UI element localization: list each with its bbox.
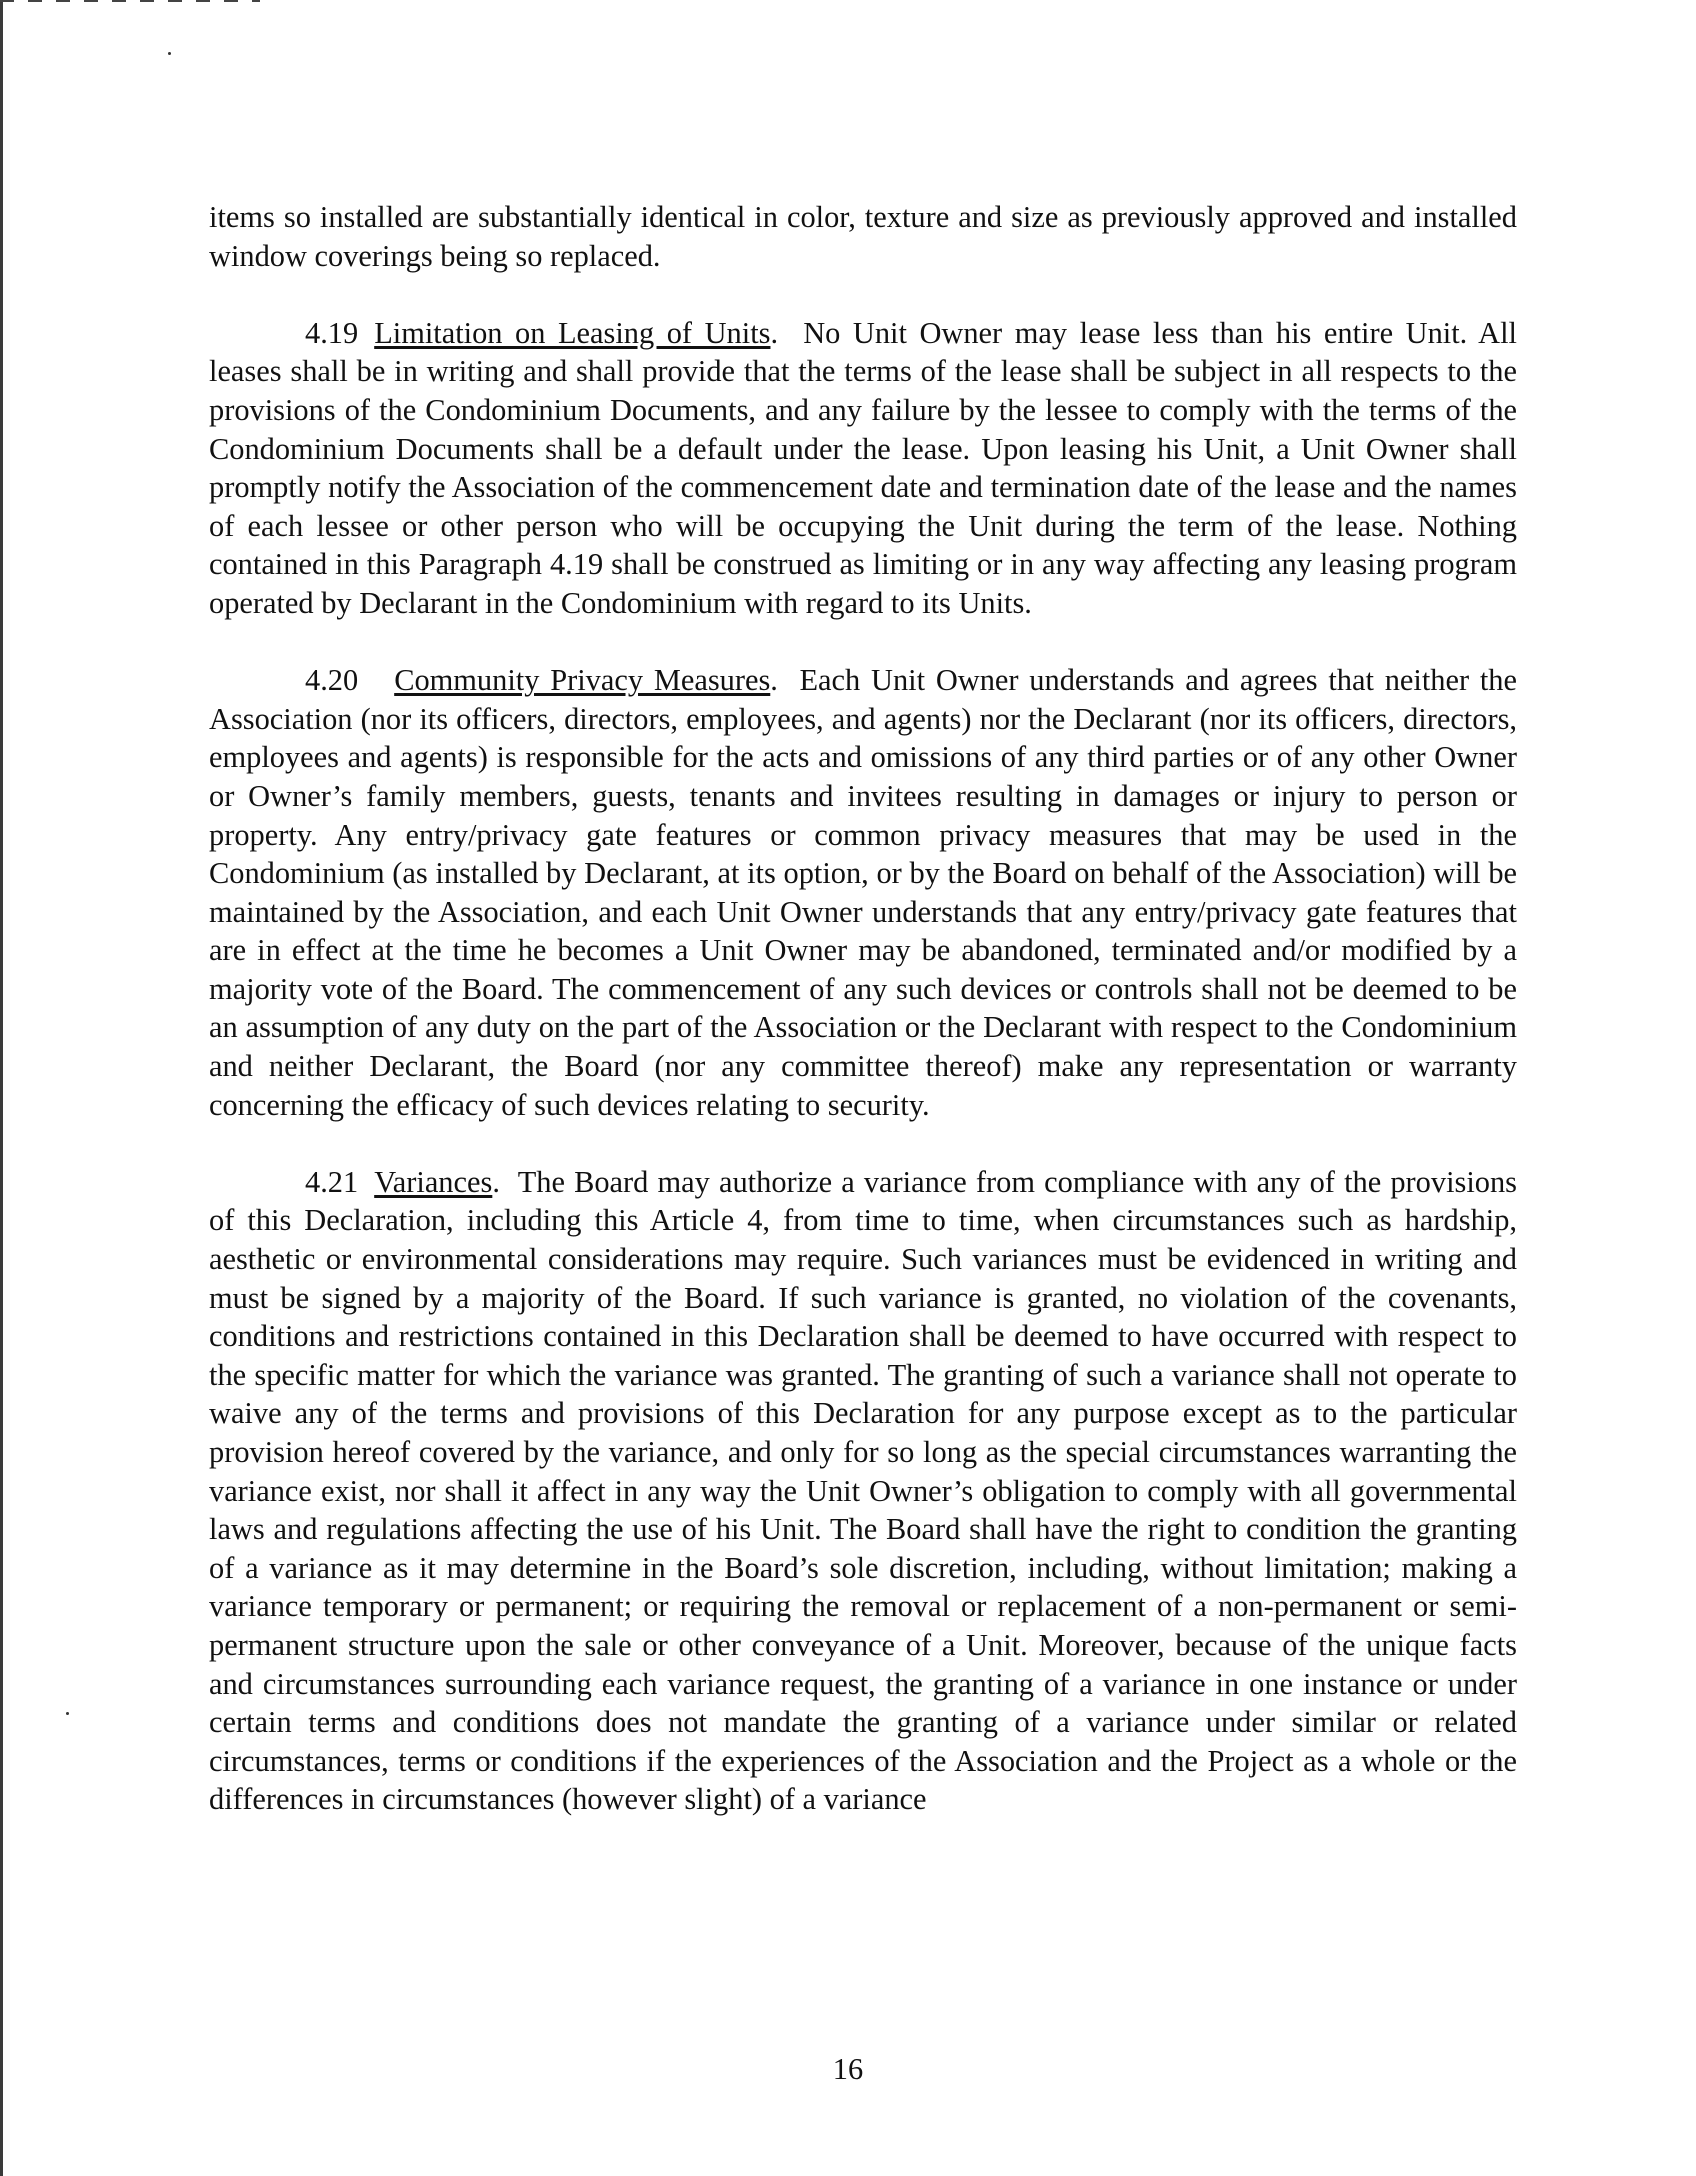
section-number: 4.19 [305,315,359,350]
scan-top-marks [0,0,260,2]
section-number: 4.21 [305,1164,359,1199]
section-4-19: 4.19 Limitation on Leasing of Units. No Unit Owner may lease less than his entire Unit. All leases shall be in writing and shall provide that the terms of the lease shall be subject in all respects to the provisions of the Condominium Documents, and any failure by the lessee to comply with the terms of the Condominium Documents shall be a default under the lease. Upon leasing his Unit, a Unit Owner shall promptly notify the Association of the commencement date and termination date of the lease and the names of each lessee or other person who will be occupying the Unit during the term of the lease. Nothing contained in this Paragraph 4.19 shall be construed as limiting or in any way affecting any leasing program operated by Declarant in the Condominium with regard to its Units. [209,315,1517,620]
scan-speck [66,1712,69,1715]
document-body [209,198,1517,1858]
continuation-text: items so installed are substantially identical in color, texture and size as previously approved and installed window coverings being so replaced. [209,200,1517,273]
section-number: 4.20 [305,663,359,698]
section-heading: Variances [374,1164,493,1199]
section-4-21: 4.21 Variances. The Board may authorize a variance from compliance with any of the provisions of this Declaration, including this Article 4, from time to time, when circumstances such as hardship, aesthetic or environmental considerations may require. Such variances must be evidenced in writing and must be signed by a majority of the Board. If such variance is granted, no violation of the covenants, conditions and restrictions contained in this Declaration shall be deemed to have occurred with respect to the specific matter for which the variance was granted. The granting of such a variance shall not operate to waive any of the terms and provisions of this Declaration for any purpose except as to the particular provision hereof covered by the variance, and only for so long as the special circumstances warranting the variance exist, nor shall it affect in any way the Unit Owner’s obligation to comply with all governmental laws and regulations affecting the use of his Unit. The Board shall have the right to condition the granting of a variance as it may determine in the Board’s sole discretion, including, without limitation; making a variance temporary or permanent; or requiring the removal or replacement of a non-permanent or semi-permanent structure upon the sale or other conveyance of a Unit. Moreover, because of the unique facts and circumstances surrounding each variance request, the granting of a variance in one instance or under certain terms and conditions does not mandate the granting of a variance under similar or related circumstances, terms or conditions if the experiences of the Association and the Project as a whole or the differences in circumstances (however slight) of a variance [209,1164,1517,1817]
scan-speck [168,52,171,55]
continuation-paragraph [209,198,1517,275]
section-text: No Unit Owner may lease less than his entire Unit. All leases shall be in writing and shall provide that the terms of the lease shall be subject in all respects to the provisions of the Condominium Documents, and any failure by the lessee to comply with the terms of the Condominium Documents shall be a default under the lease. Upon leasing his Unit, a Unit Owner shall promptly notify the Association of the commencement date and termination date of the lease and the names of each lessee or other person who will be occupying the Unit during the term of the lease. Nothing contained in this Paragraph 4.19 shall be construed as limiting or in any way affecting any leasing program operated by Declarant in the Condominium with regard to its Units. [209,315,1517,620]
page-number: 16 [832,2052,864,2086]
section-heading: Limitation on Leasing of Units [374,315,771,350]
section-4-20: 4.20 Community Privacy Measures. Each Unit Owner understands and agrees that neither the Association (nor its officers, directors, employees, and agents) nor the Declarant (nor its officers, directors, employees and agents) is responsible for the acts and omissions of any third parties or of any other Owner or Owner’s family members, guests, tenants and invitees resulting in damages or injury to person or property. Any entry/privacy gate features or common privacy measures that may be used in the Condominium (as installed by Declarant, at its option, or by the Board on behalf of the Association) will be maintained by the Association, and each Unit Owner understands that any entry/privacy gate features that are in effect at the time he becomes a Unit Owner may be abandoned, terminated and/or modified by a majority vote of the Board. The commencement of any such devices or controls shall not be deemed to be an assumption of any duty on the part of the Association or the Declarant with respect to the Condominium and neither Declarant, the Board (nor any committee thereof) make any representation or warranty concerning the efficacy of such devices relating to security. [209,663,1517,1122]
section-text: Each Unit Owner understands and agrees that neither the Association (nor its officers, directors, employees, and agents) nor the Declarant (nor its officers, directors, employees and agents) is responsible for the acts and omissions of any third parties or of any other Owner or Owner’s family members, guests, tenants and invitees resulting in damages or injury to person or property. Any entry/privacy gate features or common privacy measures that may be used in the Condominium (as installed by Declarant, at its option, or by the Board on behalf of the Association) will be maintained by the Association, and each Unit Owner understands that any entry/privacy gate features that are in effect at the time he becomes a Unit Owner may be abandoned, terminated and/or modified by a majority vote of the Board. The commencement of any such devices or controls shall not be deemed to be an assumption of any duty on the part of the Association or the Declarant with respect to the Condominium and neither Declarant, the Board (nor any committee thereof) make any representation or warranty concerning the efficacy of such devices relating to security. [209,663,1517,1122]
section-heading: Community Privacy Measures [394,663,771,698]
section-text: The Board may authorize a variance from compliance with any of the provisions of this Declaration, including this Article 4, from time to time, when circumstances such as hardship, aesthetic or environmental considerations may require. Such variances must be evidenced in writing and must be signed by a majority of the Board. If such variance is granted, no violation of the covenants, conditions and restrictions contained in this Declaration shall be deemed to have occurred with respect to the specific matter for which the variance was granted. The granting of such a variance shall not operate to waive any of the terms and provisions of this Declaration for any purpose except as to the particular provision hereof covered by the variance, and only for so long as the special circumstances warranting the variance exist, nor shall it affect in any way the Unit Owner’s obligation to comply with all governmental laws and regulations affecting the use of his Unit. The Board shall have the right to condition the granting of a variance as it may determine in the Board’s sole discretion, including, without limitation; making a variance temporary or permanent; or requiring the removal or replacement of a non-permanent or semi-permanent structure upon the sale or other conveyance of a Unit. Moreover, because of the unique facts and circumstances surrounding each variance request, the granting of a variance in one instance or under certain terms and conditions does not mandate the granting of a variance under similar or related circumstances, terms or conditions if the experiences of the Association and the Project as a whole or the differences in circumstances (however slight) of a variance [209,1164,1517,1817]
scan-edge-line [0,0,3,2176]
